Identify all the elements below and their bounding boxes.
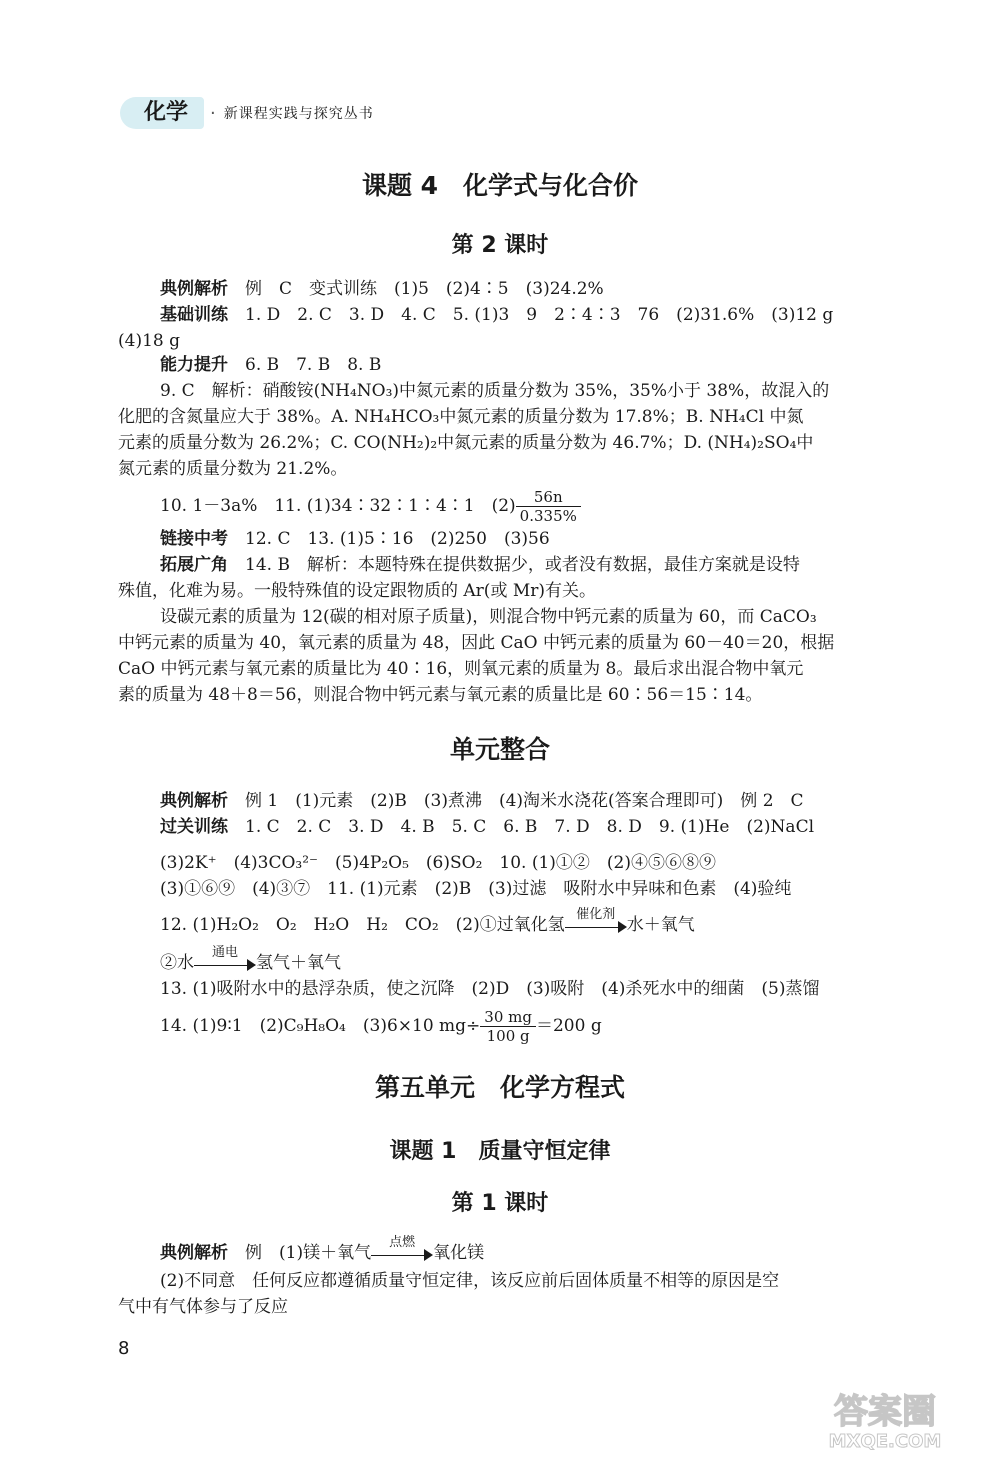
section-title-3: 第五单元 化学方程式 <box>374 1073 625 1102</box>
answer-line: 设碳元素的质量为 12(碳的相对原子质量)，则混合物中钙元素的质量为 60，而 CaCO₃ <box>160 607 817 627</box>
answer-line: 能力提升 6. B 7. B 8. B <box>160 355 382 375</box>
answer-line: 气中有气体参与了反应 <box>118 1297 288 1317</box>
answer-line: 氮元素的质量分数为 21.2%。 <box>118 459 348 479</box>
answer-line: 素的质量为 48＋8＝56，则混合物中钙元素与氧元素的质量比是 60∶56＝15∶14。 <box>118 685 763 705</box>
answer-line: (3)①⑥⑨ (4)③⑦ 11. (1)元素 (2)B (3)过滤 吸附水中异味和色素 (4)验纯 <box>160 879 792 899</box>
fraction: $\frac{30 mg}{100 g}$ <box>480 1008 536 1045</box>
header-dot: · <box>210 102 216 124</box>
page-number: 8 <box>118 1338 130 1359</box>
fraction: $\frac{56n}{0.335\%}$ <box>516 488 581 525</box>
series-title: 新课程实践与探究丛书 <box>223 106 374 122</box>
answer-line: 典例解析 例 C 变式训练 (1)5 (2)4∶5 (3)24.2% <box>160 279 604 299</box>
answer-line: 典例解析 例 1 (1)元素 (2)B (3)煮沸 (4)淘米水浇花(答案合理即可) 例 2 C <box>160 791 804 811</box>
answer-line: 链接中考 12. C 13. (1)5∶16 (2)250 (3)56 <box>160 529 550 549</box>
watermark-logo <box>810 1383 960 1453</box>
reaction-arrow: 点燃 <box>371 1244 433 1264</box>
section-title-1: 课题 4 化学式与化合价 <box>361 171 639 200</box>
topic-title-3: 课题 1 质量守恒定律 <box>389 1139 611 1164</box>
answer-line: 化肥的含氮量应大于 38%。A. NH₄HCO₃中氮元素的质量分数为 17.8%；B. NH₄Cl 中氮 <box>118 407 804 427</box>
answer-line: 典例解析 例 (1)镁＋氧气 点燃 氧化镁 <box>160 1234 485 1263</box>
answer-line: 14. (1)9∶1 (2)C₉H₈O₄ (3)6×10 mg÷ $\frac{30 mg}{100 g}$ ＝200 g <box>160 1008 602 1045</box>
reaction-arrow: 通电 <box>194 954 256 974</box>
lesson-title-3: 第 1 课时 <box>451 1191 549 1216</box>
reaction-arrow: 催化剂 <box>565 916 627 936</box>
answer-line: 拓展广角 14. B 解析：本题特殊在提供数据少，或者没有数据，最佳方案就是设特 <box>160 555 800 575</box>
answer-line: CaO 中钙元素与氧元素的质量比为 40∶16，则氧元素的质量为 8。最后求出混合物中氧元 <box>118 659 804 679</box>
answer-line: (3)2K⁺ (4)3CO₃²⁻ (5)4P₂O₅ (6)SO₂ 10. (1)①② (2)④⑤⑥⑧⑨ <box>160 853 716 873</box>
watermark-text-cn: 答案圈 <box>834 1392 936 1432</box>
answer-line: 过关训练 1. C 2. C 3. D 4. B 5. C 6. B 7. D 8. D 9. (1)He (2)NaCl <box>160 817 815 837</box>
answer-line: 10. 1－3a% 11. (1)34∶32∶1∶4∶1 (2) $\frac{56n}{0.335\%}$ <box>160 486 581 526</box>
answer-line: 殊值，化难为易。一般特殊值的设定跟物质的 Ar(或 Mr)有关。 <box>118 581 597 601</box>
lesson-title-1: 第 2 课时 <box>451 233 549 258</box>
answer-line: 12. (1)H₂O₂ O₂ H₂O H₂ CO₂ (2)①过氧化氢 催化剂 水＋氧气 <box>160 906 695 935</box>
answer-line: 基础训练 1. D 2. C 3. D 4. C 5. (1)3 9 2∶4∶3 76 (2)31.6% (3)12 g <box>160 305 834 325</box>
subject-tab: 化学 <box>120 97 204 129</box>
answer-line: 13. (1)吸附水中的悬浮杂质，使之沉降 (2)D (3)吸附 (4)杀死水中的细菌 (5)蒸馏 <box>160 979 820 999</box>
answer-line: 中钙元素的质量为 40，氧元素的质量为 48，因此 CaO 中钙元素的质量为 60－40＝20，根据 <box>118 633 835 653</box>
watermark-text-url: MXQE.COM <box>828 1431 942 1452</box>
answer-line: 9. C 解析：硝酸铵(NH₄NO₃)中氮元素的质量分数为 35%，35%小于 38%，故混入的 <box>160 381 830 401</box>
answer-line: (4)18 g <box>118 331 180 351</box>
running-header <box>120 96 374 130</box>
section-title-2: 单元整合 <box>449 735 550 764</box>
answer-line: (2)不同意 任何反应都遵循质量守恒定律，该反应前后固体质量不相等的原因是空 <box>160 1271 780 1291</box>
answer-line: 元素的质量分数为 26.2%；C. CO(NH₂)₂中氮元素的质量分数为 46.7%；D. (NH₄)₂SO₄中 <box>118 433 814 453</box>
answer-line: ②水 通电 氢气＋氧气 <box>160 944 341 973</box>
